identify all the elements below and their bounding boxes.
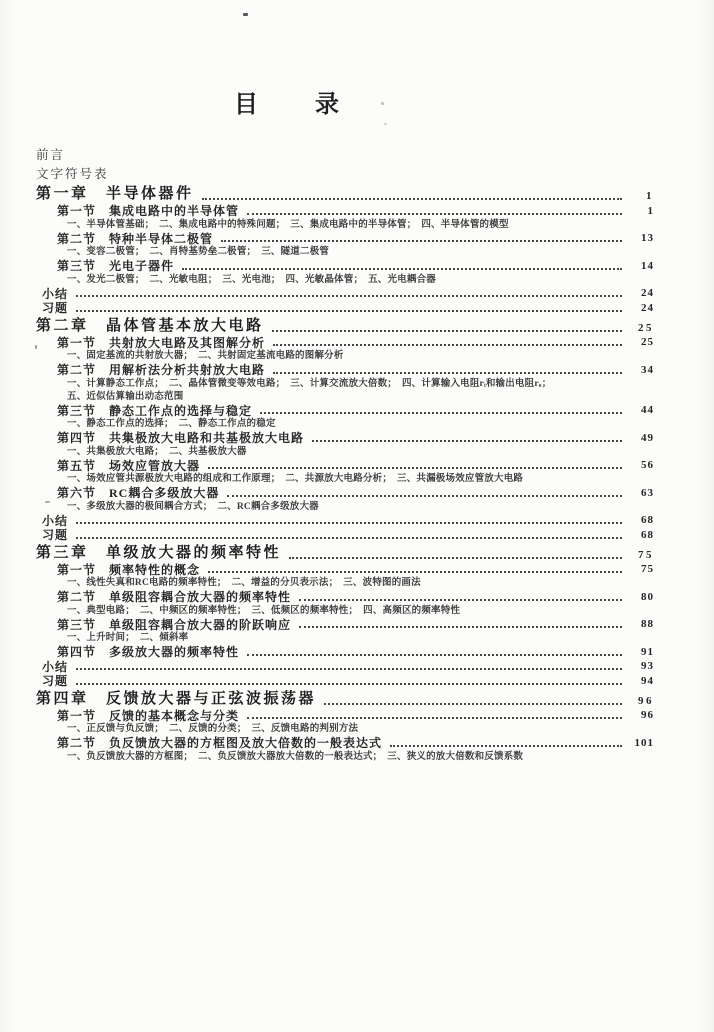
dotted-leader bbox=[227, 495, 622, 497]
toc-entry-text: 第二节 负反馈放大器的方框图及放大倍数的一般表达式 bbox=[57, 736, 383, 750]
toc-row-section bbox=[57, 336, 654, 351]
dotted-leader bbox=[182, 268, 622, 270]
toc-row-section bbox=[57, 590, 654, 605]
toc-page-number: 13 bbox=[641, 232, 654, 244]
toc-entry-text: 第四章 反馈放大器与正弦波振荡器 bbox=[36, 690, 317, 707]
toc-row-sub bbox=[67, 501, 654, 514]
dotted-leader bbox=[272, 330, 622, 332]
dotted-leader bbox=[247, 213, 622, 215]
toc-entry-text: 第三节 光电子器件 bbox=[57, 259, 175, 273]
toc-page-number: 91 bbox=[641, 645, 654, 658]
toc-row-section bbox=[57, 736, 654, 751]
toc-entry-text: 一、变容二极管； 二、肖特基势垒二极管； 三、隧道二极管 bbox=[67, 247, 330, 257]
toc-entry-text: 一、负反馈放大器的方框图； 二、负反馈放大器放大倍数的一般表达式； 三、狭义的放大倍数和反馈系数 bbox=[67, 751, 524, 762]
toc-row-section bbox=[57, 618, 654, 633]
toc-entry-text: 一、正反馈与负反馈； 二、反馈的分类； 三、反馈电路的判别方法 bbox=[67, 724, 359, 734]
dotted-leader bbox=[76, 668, 622, 670]
toc-entry-text: 第一章 半导体器件 bbox=[36, 186, 194, 202]
toc-row-sub bbox=[67, 473, 654, 486]
toc-entry-text: 五、近似估算输出动态范围 bbox=[67, 391, 184, 402]
toc-entry-text: 一、半导体管基础； 二、集成电路中的特殊问题； 三、集成电路中的半导体管； 四、半导体管的模型 bbox=[67, 219, 509, 230]
dotted-leader bbox=[289, 557, 622, 559]
dotted-leader bbox=[247, 717, 622, 719]
toc-entry-text: 一、固定基流的共射放大器； 二、共射固定基流电路的图解分析 bbox=[67, 351, 344, 361]
toc-row-section bbox=[57, 363, 654, 378]
dotted-leader bbox=[247, 654, 622, 656]
toc-row-sub bbox=[67, 378, 654, 391]
toc-page-number: 49 bbox=[641, 431, 654, 444]
scan-speck bbox=[243, 13, 248, 16]
toc-page-number: 75 bbox=[638, 548, 654, 561]
dotted-leader bbox=[76, 683, 622, 685]
dotted-leader bbox=[299, 599, 622, 601]
toc-page-number: 68 bbox=[641, 514, 654, 526]
toc-entry-text: 第六节 RC耦合多级放大器 bbox=[57, 486, 220, 500]
toc-page-number: 80 bbox=[641, 590, 654, 603]
toc-row-section bbox=[57, 645, 654, 660]
dotted-leader bbox=[221, 240, 622, 242]
toc-row-sub bbox=[67, 391, 654, 404]
toc-row-chapter bbox=[36, 689, 654, 709]
toc-row-chapter bbox=[36, 316, 654, 336]
toc-row-sub bbox=[67, 577, 654, 590]
dotted-leader bbox=[76, 537, 622, 539]
toc-entry-text: 第三节 静态工作点的选择与稳定 bbox=[57, 403, 253, 418]
toc-page-number: 25 bbox=[638, 321, 654, 334]
toc-page-number: 34 bbox=[641, 363, 654, 376]
toc-row-summary bbox=[42, 528, 654, 543]
toc-row-summary bbox=[42, 514, 654, 529]
toc-row-section bbox=[57, 563, 654, 578]
dotted-leader bbox=[76, 295, 622, 297]
toc-entry-text: 第一节 共射放大电路及其图解分析 bbox=[57, 335, 266, 350]
toc-page-number: 68 bbox=[641, 528, 654, 541]
toc-entry-text: 习题 bbox=[42, 301, 69, 315]
toc-entry-text: 一、计算静态工作点； 二、晶体管微变等效电路； 三、计算交流放大倍数； 四、计算输入电阻rᵢ和输出电阻rₒ； bbox=[67, 378, 552, 389]
toc-entry-text: 前言 bbox=[36, 148, 66, 162]
dotted-leader bbox=[208, 571, 622, 573]
toc-row-summary bbox=[42, 674, 654, 689]
toc-entry-text: 小结 bbox=[42, 659, 69, 674]
toc-entry-text: 第一节 集成电路中的半导体管 bbox=[57, 204, 240, 218]
toc-entry-text: 一、上升时间； 二、倾斜率 bbox=[67, 633, 189, 643]
dotted-leader bbox=[202, 198, 622, 200]
dotted-leader bbox=[390, 745, 622, 747]
toc-row-chapter bbox=[36, 543, 654, 563]
toc-page-number: 56 bbox=[641, 459, 654, 471]
toc-page-number: 24 bbox=[641, 301, 654, 314]
scan-speck bbox=[381, 102, 384, 105]
toc-entry-text: 第四节 多级放大器的频率特性 bbox=[57, 645, 240, 659]
toc-row-section bbox=[57, 486, 654, 501]
toc-entry-text: 一、多级放大器的极间耦合方式； 二、RC耦合多级放大器 bbox=[67, 501, 319, 512]
dotted-leader bbox=[324, 703, 622, 705]
toc-row-sub bbox=[67, 723, 654, 736]
toc-entry-text: 第一节 频率特性的概念 bbox=[57, 562, 201, 577]
toc-list bbox=[36, 146, 654, 764]
toc-row-sub bbox=[67, 274, 654, 287]
toc-row-sub bbox=[67, 751, 654, 764]
toc-page-number: 96 bbox=[638, 694, 654, 707]
toc-row-sub bbox=[67, 246, 654, 259]
toc-page-number: 1 bbox=[646, 190, 654, 202]
toc-entry-text: 小结 bbox=[42, 513, 69, 528]
toc-page-number: 44 bbox=[641, 404, 654, 416]
toc-row-summary bbox=[42, 301, 654, 316]
toc-page-number: 24 bbox=[641, 287, 654, 299]
toc-page-number: 1 bbox=[647, 204, 654, 217]
toc-row-sub bbox=[67, 605, 654, 618]
dotted-leader bbox=[208, 467, 622, 469]
toc-entry-text: 文字符号表 bbox=[36, 167, 109, 181]
toc-row-section bbox=[57, 259, 654, 274]
toc-entry-text: 一、线性失真和RC电路的频率特性； 二、增益的分贝表示法； 三、波特图的画法 bbox=[67, 578, 421, 588]
toc-row-sub bbox=[67, 350, 654, 363]
toc-entry-text: 一、场效应管共源极放大电路的组成和工作原理； 二、共源放大电路分析； 三、共漏极场效应管放大电路 bbox=[67, 474, 524, 484]
toc-page-number: 94 bbox=[641, 674, 654, 687]
toc-entry-text: 习题 bbox=[42, 674, 69, 688]
toc-row-plain bbox=[36, 146, 654, 165]
toc-row-section bbox=[57, 404, 654, 419]
toc-row-summary bbox=[42, 660, 654, 675]
toc-entry-text: 第五节 场效应管放大器 bbox=[57, 458, 201, 473]
toc-entry-text: 一、静态工作点的选择； 二、静态工作点的稳定 bbox=[67, 419, 276, 429]
toc-entry-text: 小结 bbox=[42, 286, 69, 301]
toc-row-summary bbox=[42, 287, 654, 302]
toc-row-plain bbox=[36, 165, 654, 184]
toc-entry-text: 第二章 晶体管基本放大电路 bbox=[36, 317, 264, 334]
toc-row-section bbox=[57, 204, 654, 219]
toc-entry-text: 第三节 单级阻容耦合放大器的阶跃响应 bbox=[57, 617, 292, 632]
toc-page-number: 88 bbox=[641, 618, 654, 630]
toc-entry-text: 习题 bbox=[42, 528, 69, 542]
toc-page-number: 63 bbox=[641, 486, 654, 499]
dotted-leader bbox=[299, 626, 622, 628]
toc-page-number: 75 bbox=[641, 563, 654, 575]
toc-row-sub bbox=[67, 418, 654, 431]
dotted-leader bbox=[273, 372, 622, 374]
dotted-leader bbox=[76, 522, 622, 524]
toc-entry-text: 第二节 用解析法分析共射放大电路 bbox=[57, 363, 266, 377]
scan-speck bbox=[384, 123, 387, 125]
toc-entry-text: 第二节 特种半导体二极管 bbox=[57, 231, 214, 246]
toc-page-number: 25 bbox=[641, 336, 654, 348]
toc-row-section bbox=[57, 232, 654, 247]
toc-entry-text: 一、典型电路； 二、中频区的频率特性； 三、低频区的频率特性； 四、高频区的频率特性 bbox=[67, 605, 461, 616]
toc-row-section bbox=[57, 459, 654, 474]
toc-page-number: 93 bbox=[641, 660, 654, 672]
toc-row-sub bbox=[67, 632, 654, 645]
toc-page-number: 96 bbox=[641, 709, 654, 721]
toc-row-sub bbox=[67, 446, 654, 459]
toc-entry-text: 第二节 单级阻容耦合放大器的频率特性 bbox=[57, 590, 292, 604]
page-title: 目 录 bbox=[234, 92, 342, 118]
toc-page-number: 14 bbox=[641, 259, 654, 272]
toc-row-sub bbox=[67, 219, 654, 232]
dotted-leader bbox=[312, 440, 622, 442]
toc-entry-text: 第三章 单级放大器的频率特性 bbox=[36, 544, 282, 561]
dotted-leader bbox=[273, 344, 622, 346]
toc-row-section bbox=[57, 431, 654, 446]
toc-entry-text: 第四节 共集极放大电路和共基极放大电路 bbox=[57, 431, 305, 445]
toc-entry-text: 一、发光二极管； 二、光敏电阻； 三、光电池； 四、光敏晶体管； 五、光电耦合器 bbox=[67, 274, 437, 285]
toc-entry-text: 第一节 反馈的基本概念与分类 bbox=[57, 708, 240, 723]
toc-page-number: 101 bbox=[634, 736, 654, 749]
toc-row-section bbox=[57, 709, 654, 724]
dotted-leader bbox=[260, 412, 622, 414]
dotted-leader bbox=[76, 310, 622, 312]
toc-entry-text: 一、共集极放大电路； 二、共基极放大器 bbox=[67, 446, 247, 457]
toc-row-chapter bbox=[36, 184, 654, 204]
